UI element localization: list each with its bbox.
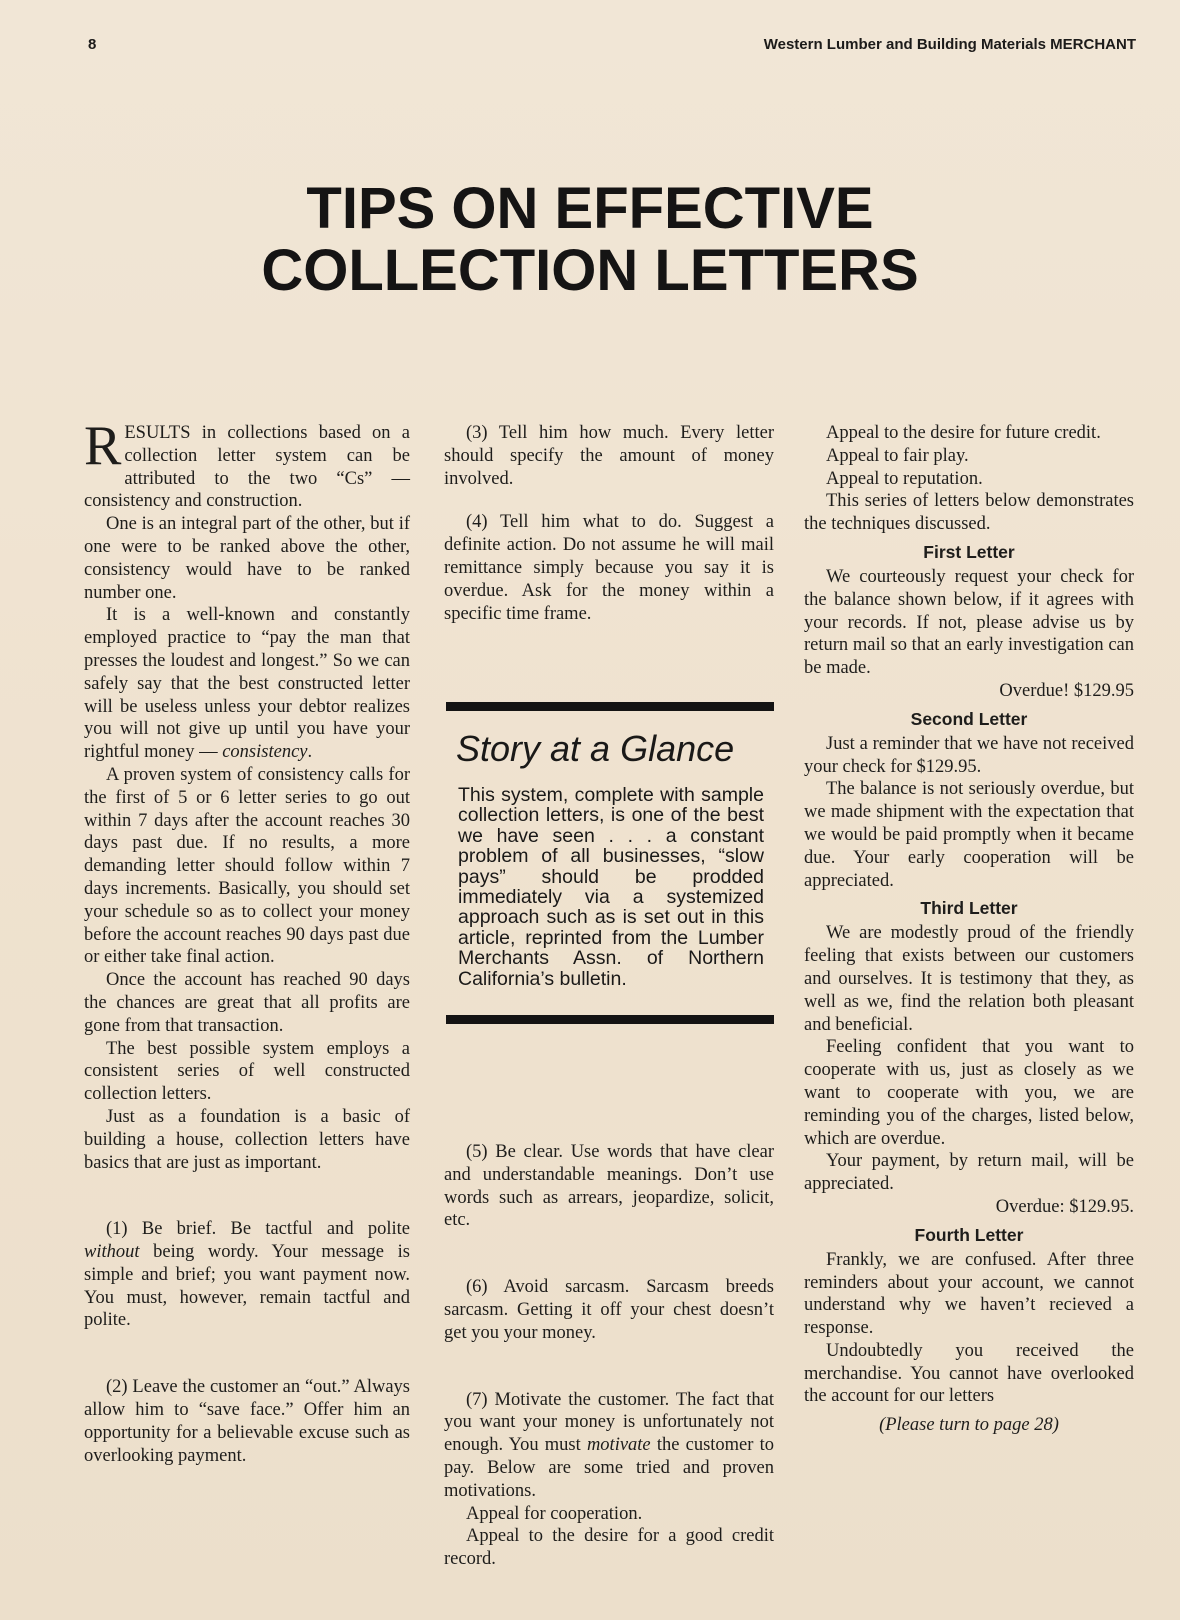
paragraph [84, 1218, 410, 1332]
rule-bottom [446, 1015, 774, 1024]
column-2 [444, 422, 774, 625]
paragraph-text: being wordy. Your message is simple and brief; you want payment now. You must, however, remain tactful and polite. [84, 1242, 410, 1331]
continued-notice: (Please turn to page 28) [879, 1415, 1059, 1436]
paragraph: A proven system of consistency calls for the first of 5 or 6 letter series to go out within 7 days after the account reaches 30 days past due. If no results, a more demanding letter should follow within 7 days increments. Basically, you should set your schedule so as to collect your money before the account reaches 90 days past due or either take final action. [84, 764, 410, 968]
paragraph: Once the account has reached 90 days the chances are great that all profits are gone from that transaction. [84, 970, 410, 1036]
paragraph: Undoubtedly you received the merchandise. You cannot have overlooked the account for our letters [804, 1340, 1134, 1407]
paragraph: The best possible system employs a consistent series of well constructed collection letters. [84, 1038, 410, 1105]
paragraph: Just as a foundation is a basic of building a house, collection letters have basics that are just as important. [84, 1106, 410, 1173]
paragraph: One is an integral part of the other, but if one were to be ranked above the other, consistency would have to be ranked number one. [84, 514, 410, 603]
paragraph: We courteously request your check for the balance shown below, if it agrees with your records. If not, please advise us by return mail so that an early investigation can be made. [804, 566, 1134, 679]
paragraph-text: (7) Motivate the customer. The fact that you want your money is unfortunately not enough. You must [444, 1389, 774, 1456]
paragraph [84, 415, 410, 513]
paragraph-text: (1) Be brief. Be tactful and polite [106, 1219, 410, 1240]
paragraph: Feeling confident that you want to cooperate with us, just as closely as we want to cooperate with you, we are reminding you of the charges, listed below, which are overdue. [804, 1037, 1134, 1149]
first-letter-heading: First Letter [923, 541, 1015, 562]
paragraph: Appeal to the desire for a good credit record. [444, 1526, 774, 1570]
paragraph-text: ESULTS in collections based on a collection letter system can be attributed to the two “Cs” — consistency and construction. [84, 423, 410, 512]
overdue-amount: Overdue! $129.95 [999, 680, 1134, 701]
column-1 [84, 415, 410, 1467]
title-line-2: COLLECTION LETTERS [261, 238, 919, 303]
glance-heading: Story at a Glance [456, 728, 735, 769]
drop-cap: R [84, 415, 122, 477]
paragraph-text: It is a well-known and constantly employed practice to “pay the man that presses the loudest and longest.” So we can safely say that the best constructed letter will be useless unless your debtor realizes you will not give up until you have your rightful money — [84, 605, 410, 763]
title-line-1: TIPS ON EFFECTIVE [306, 176, 874, 241]
rule-top [446, 702, 774, 711]
paragraph: Appeal to reputation. [826, 468, 983, 489]
paragraph [444, 1389, 774, 1503]
paragraph: Appeal to fair play. [826, 445, 969, 466]
paragraph: (2) Leave the customer an “out.” Always allow him to “save face.” Offer him an opportunity for a believable excuse such as overlooking payment. [84, 1377, 410, 1466]
emphasis-text: motivate [586, 1435, 651, 1456]
emphasis-text: without [84, 1242, 140, 1263]
running-header [0, 36, 1180, 58]
paragraph: Frankly, we are confused. After three reminders about your account, we cannot understand why we haven’t recieved a response. [804, 1249, 1134, 1339]
page-number: 8 [88, 36, 97, 53]
story-at-a-glance-box [446, 702, 774, 1024]
emphasis-text: consistency [222, 742, 308, 763]
paragraph [84, 604, 410, 764]
paragraph: The balance is not seriously overdue, but we made shipment with the expectation that we would be paid promptly when it became due. Your early cooperation will be appreciated. [804, 779, 1134, 891]
paragraph: Appeal for cooperation. [466, 1503, 643, 1524]
paragraph: Your payment, by return mail, will be appreciated. [804, 1151, 1134, 1195]
paragraph: We are modestly proud of the friendly feeling that exists between our customers and ourselves. It is testimony that they, as well as we, find the relation both pleasant and beneficial. [804, 923, 1134, 1035]
paragraph: This series of letters below demonstrates the techniques discussed. [804, 491, 1134, 535]
paragraph: (4) Tell him what to do. Suggest a definite action. Do not assume he will mail remittance simply because you say it is overdue. Ask for the money within a specific time frame. [444, 512, 774, 624]
column-3 [804, 422, 1134, 1437]
paragraph: (5) Be clear. Use words that have clear and understandable meanings. Don’t use words such as arrears, jeopardize, solicit, etc. [444, 1142, 774, 1231]
paragraph: (6) Avoid sarcasm. Sarcasm breeds sarcasm. Getting it off your chest doesn’t get you your money. [444, 1277, 774, 1343]
glance-text: This system, complete with sample collection letters, is one of the best we have seen . . . a constant problem of all businesses, “slow pays” should be prodded immediately via a systemized approach such as is set out in this article, reprinted from the Lumber Merchants Assn. of Northern California’s bulletin. [458, 784, 764, 990]
paragraph: Just a reminder that we have not received your check for $129.95. [804, 733, 1134, 777]
overdue-amount: Overdue: $129.95. [995, 1196, 1134, 1217]
paragraph: Appeal to the desire for future credit. [826, 423, 1101, 443]
publication-name: Western Lumber and Building Materials MERCHANT [763, 36, 1136, 53]
second-letter-heading: Second Letter [910, 708, 1028, 729]
paragraph-text: the customer to pay. Below are some tried and proven motivations. [444, 1435, 774, 1501]
paragraph-text: . [307, 742, 313, 763]
paragraph: (3) Tell him how much. Every letter should specify the amount of money involved. [444, 423, 774, 489]
column-2-lower [444, 1141, 774, 1571]
third-letter-heading: Third Letter [920, 898, 1018, 919]
fourth-letter-heading: Fourth Letter [914, 1224, 1024, 1245]
article-title [0, 178, 1180, 302]
